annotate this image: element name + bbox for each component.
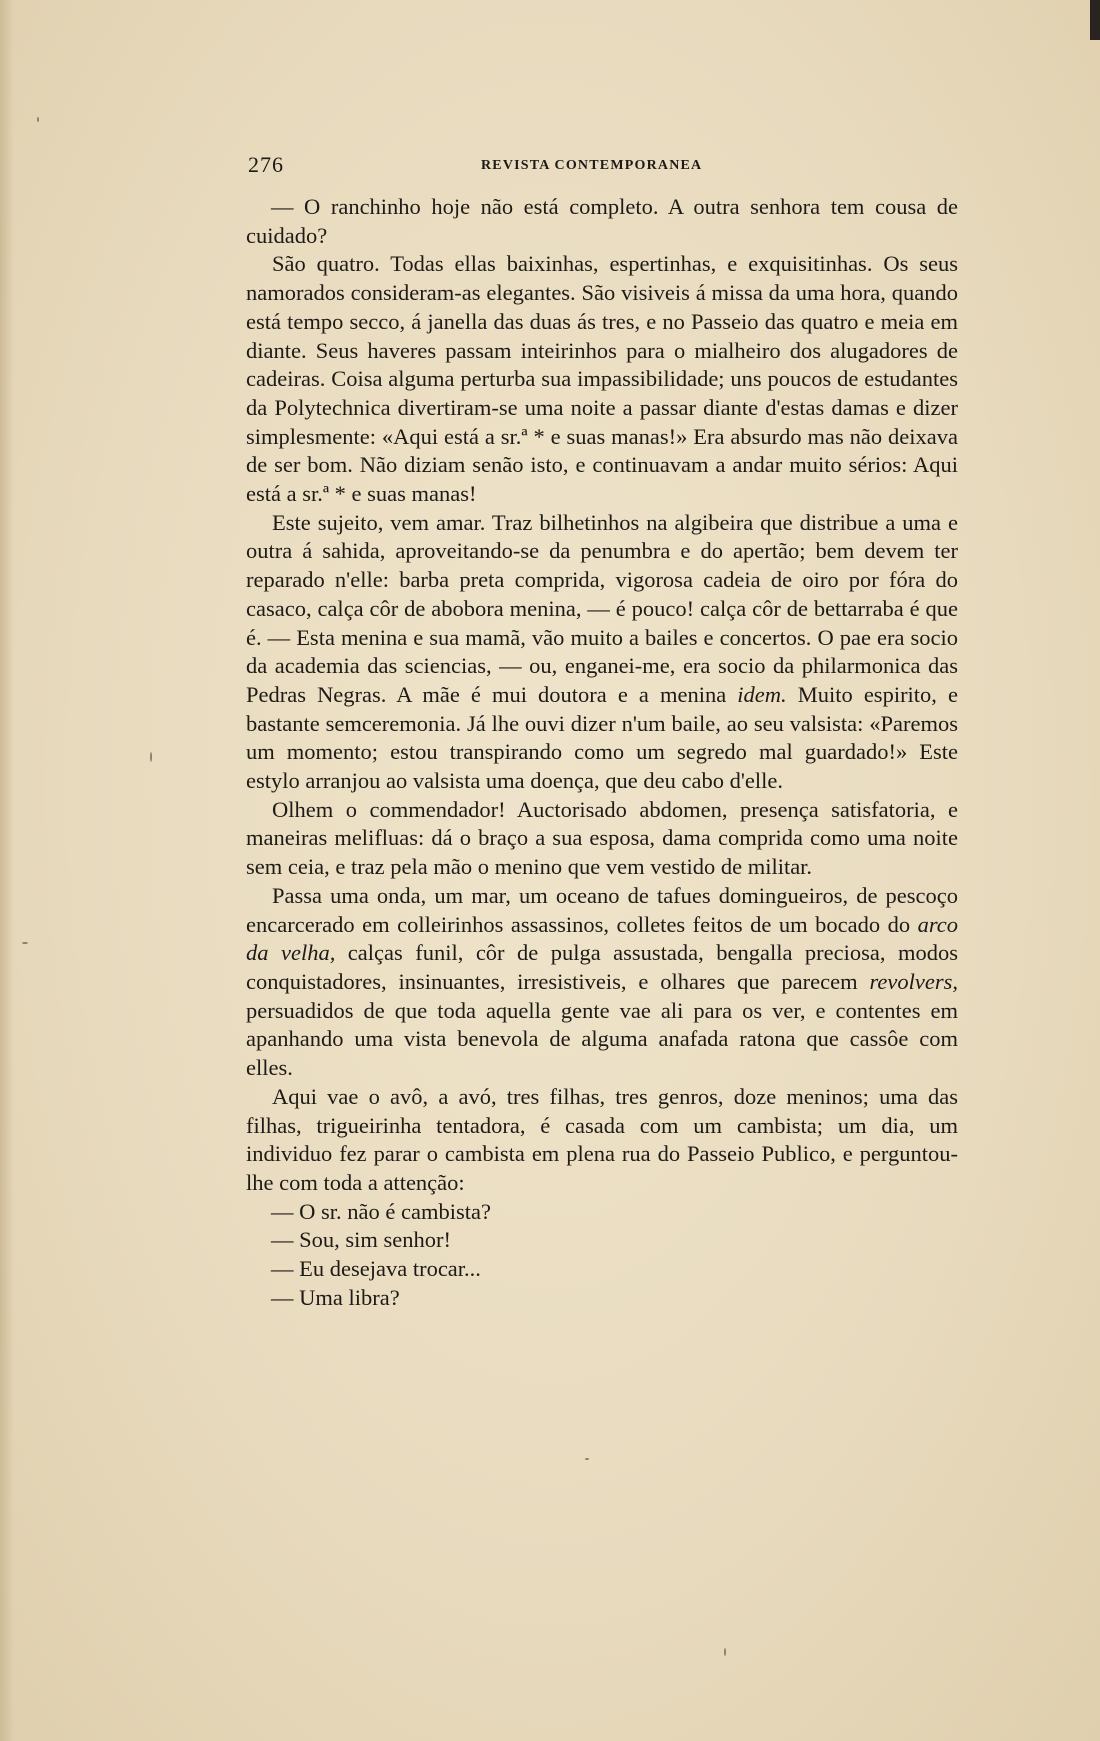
paragraph: [246, 509, 958, 796]
body-text: [246, 193, 958, 1312]
paragraph-text: calças funil, côr de pulga assustada, bengalla preciosa, modos conquistadores, insinuantes, irresistiveis, e olhares que parecem: [246, 940, 958, 994]
paragraph: [246, 796, 958, 882]
dialogue-line: [246, 1255, 958, 1284]
paragraph-text: Olhem o commendador! Auctorisado abdomen, presença satisfatoria, e maneiras melifluas: dá o braço a sua esposa, dama comprida como uma noite sem ceia, e traz pela mão o menino que vem vestido de militar.: [246, 796, 958, 880]
running-title: REVISTA CONTEMPORANEA: [481, 158, 703, 173]
italic-phrase: idem.: [737, 681, 787, 707]
dialogue-line: [246, 1284, 958, 1313]
paragraph: [246, 882, 958, 1083]
paragraph-text: persuadidos de que toda aquella gente vae ali para os ver, e contentes em apanhando uma vista benevola de alguma anafada ratona que cassôe com elles.: [246, 997, 958, 1081]
dialogue-line: [246, 193, 958, 250]
paragraph-text: Aqui vae o avô, a avó, tres filhas, tres genros, doze meninos; uma das filhas, trigueirinha tentadora, é casada com um cambista; um dia, um individuo fez parar o cambista em plena rua do Passeio Publico, e perguntou-lhe com toda a attenção:: [246, 1083, 958, 1195]
paragraph-text: — O sr. não é cambista?: [271, 1198, 491, 1224]
paragraph-text: — Uma libra?: [271, 1284, 400, 1310]
paragraph-text: — O ranchinho hoje não está completo. A outra senhora tem cousa de cuidado?: [246, 194, 958, 248]
dialogue-line: [246, 1198, 958, 1227]
italic-phrase: revolvers,: [869, 968, 958, 994]
paragraph-text: Passa uma onda, um mar, um oceano de tafues domingueiros, de pescoço encarcerado em colleirinhos assassinos, colletes feitos de um bocado do: [246, 882, 958, 937]
paragraph-text: — Eu desejava trocar...: [271, 1256, 481, 1282]
running-head: [248, 152, 963, 176]
page-number: 276: [248, 152, 284, 177]
paragraph-text: — Sou, sim senhor!: [271, 1227, 451, 1253]
paragraph-text: Este sujeito, vem amar. Traz bilhetinhos na algibeira que distribue a uma e outra á sahida, aproveitando-se da penumbra e do apertão; bem devem ter reparado n'elle: barba preta comprida, vigorosa cadeia de oiro por fóra do casaco, calça côr de abobora menina, — é pouco! calça côr de bettarraba é que é. — Esta menina e sua mamã, vão muito a bailes e concertos. O pae era socio da academia das sciencias, — ou, enganei-me, era socio da philarmonica das Pedras Negras. A mãe é mui doutora e a menina: [246, 509, 958, 707]
page-corner-dark: [1090, 0, 1100, 40]
paragraph: [246, 250, 958, 508]
page-left-edge-shadow: [0, 0, 14, 1741]
dialogue-line: [246, 1226, 958, 1255]
paragraph-text: Muito espirito, e bastante semceremonia. Já lhe ouvi dizer n'um baile, ao seu valsista: «Paremos um momento; estou transpirando como um segredo mal guardado!» Este estylo arranjou ao valsista uma doença, que deu cabo d'elle.: [246, 681, 958, 794]
paragraph-text: São quatro. Todas ellas baixinhas, espertinhas, e exquisitinhas. Os seus namorados consideram-as elegantes. São visiveis á missa da uma hora, quando está tempo secco, á janella das duas ás tres, e no Passeio das quatro e meia em diante. Seus haveres passam inteirinhos para o mialheiro dos alugadores de cadeiras. Coisa alguma perturba sua impassibilidade; uns poucos de estudantes da Polytechnica divertiram-se uma noite a passar diante d'estas damas e dizer simplesmente: «Aqui está a sr.ª * e suas manas!» Era absurdo mas não deixava de ser bom. Não diziam senão isto, e continuavam a andar muito sérios: Aqui está a sr.ª * e suas manas!: [246, 251, 958, 507]
paragraph: [246, 1083, 958, 1198]
italic-phrase: arco da velha,: [246, 911, 958, 966]
